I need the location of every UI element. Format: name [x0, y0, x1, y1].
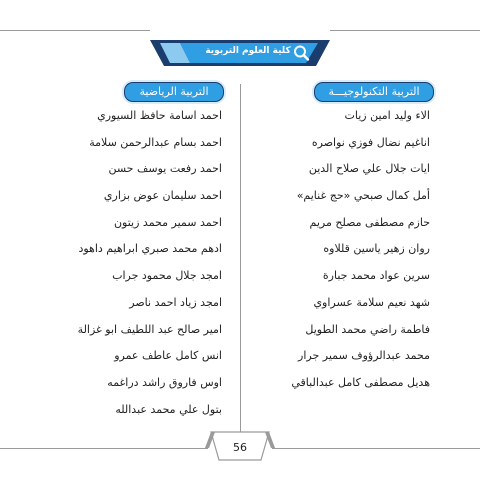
list-item: محمد عبدالرؤوف سمير جرار	[298, 349, 430, 363]
list-item: الاء وليد امين زيات	[344, 109, 430, 122]
list-item: ايات جلال علي صلاح الدين	[308, 162, 430, 176]
technology-students-list	[250, 103, 430, 397]
faculty-title: كلية العلوم التربوية	[205, 46, 291, 56]
list-item: هديل مصطفى كامل عبدالباقي	[291, 375, 430, 389]
column-divider	[240, 84, 241, 444]
list-item: روان زهير ياسين قللاوه	[323, 242, 430, 256]
sports-students-list	[22, 103, 222, 423]
top-rule-right	[330, 30, 480, 31]
list-item: بتول علي محمد عبدالله	[115, 402, 222, 416]
list-item: امجد زياد احمد ناصر	[129, 295, 222, 309]
list-item: احمد بسام عبدالرحمن سلامة	[89, 135, 222, 149]
list-item: امجد جلال محمود جراب	[112, 269, 222, 283]
list-item: ادهم محمد صبري ابراهيم داهود	[78, 242, 222, 256]
list-item: احمد سمير محمد زيتون	[113, 215, 222, 229]
page-number: 56	[233, 441, 247, 454]
list-item: احمد اسامة حافظ السيوري	[97, 109, 222, 122]
list-item: حازم مصطفى مصلح مريم	[309, 215, 430, 229]
heading-technology-education: التربية التكنولوجيـــة	[314, 82, 434, 102]
heading-sports-education: التربية الرياضية	[124, 82, 224, 102]
list-item: اوس فاروق راشد دراغمه	[107, 375, 222, 389]
bottom-rule-right	[272, 448, 480, 449]
list-item: اناغيم نضال فوزي نواصره	[311, 135, 430, 149]
list-item: فاطمة راضي محمد الطويل	[305, 322, 430, 336]
bottom-rule-left	[0, 448, 208, 449]
search-icon[interactable]	[292, 44, 312, 62]
list-item: احمد رفعت يوسف حسن	[108, 162, 222, 176]
list-item: أمل كمال صبحي «حج غنايم»	[296, 189, 430, 203]
list-item: انس كامل عاطف عمرو	[114, 349, 222, 363]
top-rule-left	[0, 30, 150, 31]
list-item: احمد سليمان عوض بزاري	[103, 189, 222, 203]
list-item: شهد نعيم سلامة عسراوي	[313, 295, 430, 309]
list-item: سرين عواد محمد جبارة	[322, 269, 430, 283]
list-item: امير صالح عبد اللطيف ابو غزالة	[77, 322, 222, 336]
